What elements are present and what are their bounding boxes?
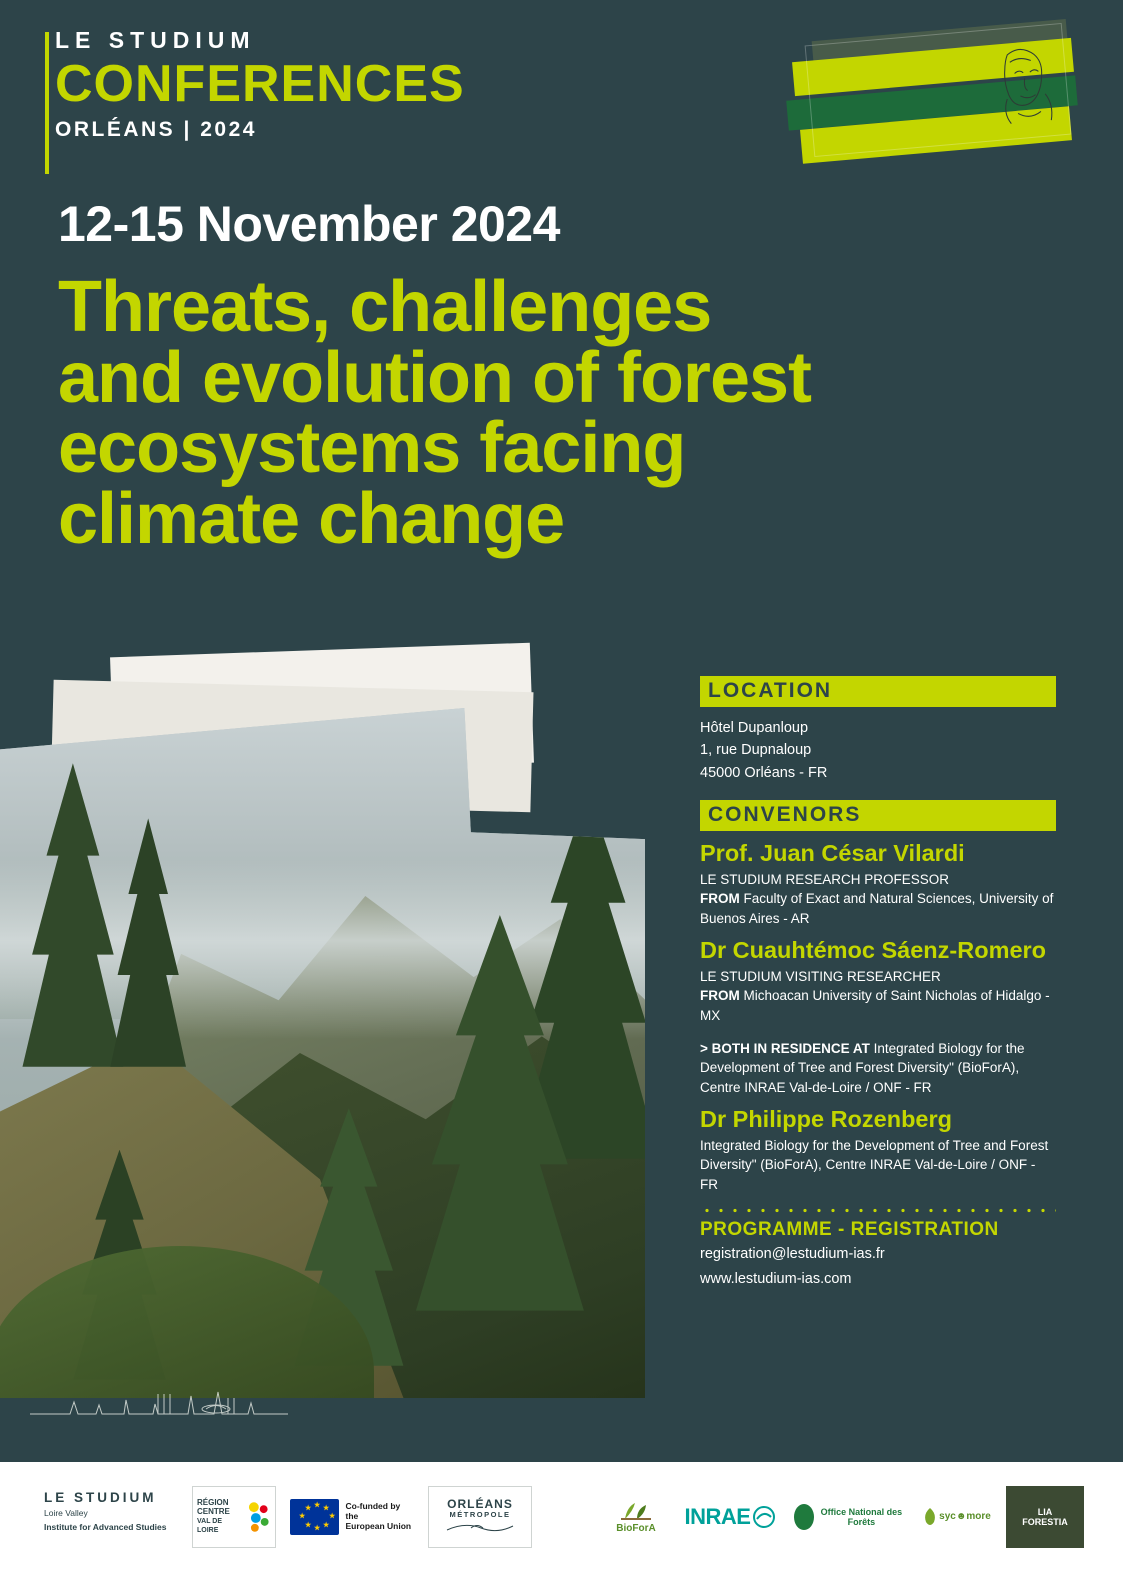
convenors-heading: CONVENORS: [700, 800, 1056, 831]
inrae-mark-icon: [753, 1506, 775, 1528]
inrae-label: INRAE: [684, 1504, 751, 1530]
orleans-skyline-illustration: [28, 1372, 328, 1416]
brand-name: LE STUDIUM: [55, 27, 256, 53]
brand-place-year: ORLÉANS | 2024: [55, 117, 257, 141]
forest-photograph: [0, 708, 645, 1398]
convenor-affiliation: Integrated Biology for the Development of Tree and Forest Diversity" (BioForA), Centre INRAE Val-de-Loire / ONF - FR: [700, 1137, 1049, 1192]
logo-region-centre-val-de-loire: RÉGION CENTRE VAL DE LOIRE: [192, 1486, 276, 1548]
eu-funding-text: Co-funded by the European Union: [345, 1501, 412, 1531]
lia-forestia-label: LIA FORESTIA: [1022, 1506, 1068, 1527]
location-heading: LOCATION: [700, 676, 1056, 707]
region-logo-mark: [247, 1500, 271, 1534]
footer-le-studium: [44, 1490, 166, 1534]
eu-flag-icon: ★ ★ ★ ★ ★ ★ ★ ★: [290, 1499, 339, 1535]
convenor-role: LE STUDIUM RESEARCH PROFESSOR: [700, 871, 950, 887]
details-column: [700, 676, 1056, 1291]
sycomore-leaf-icon: [921, 1506, 939, 1528]
title-line-2: and evolution of forest: [58, 337, 812, 418]
onf-label: Office National des Forêts: [820, 1506, 903, 1527]
header-accent-rule: [45, 32, 49, 174]
footer-logos-bar: [0, 1462, 1123, 1587]
forest-photo-collage: [0, 650, 660, 1410]
convenor-from-label: FROM: [700, 988, 740, 1004]
biofora-leaf-icon: [619, 1499, 653, 1521]
residence-label: > BOTH IN RESIDENCE AT: [700, 1040, 870, 1056]
footer-studium-title: LE STUDIUM: [44, 1490, 157, 1505]
sycomore-label: syc☻more: [939, 1511, 991, 1523]
event-dates: 12-15 November 2024: [58, 196, 560, 252]
convenor-entry: [700, 841, 1056, 928]
footer-studium-sub2: Institute for Advanced Studies: [44, 1522, 167, 1533]
footer-studium-sub1: Loire Valley: [44, 1508, 88, 1518]
residence-text: Integrated Biology for the Development of Tree and Forest Diversity" (BioForA), Centre INRAE Val-de-Loire / ONF - FR: [700, 1040, 1025, 1095]
logo-orleans-metropole: ORLÉANS MÉTROPOLE: [428, 1486, 532, 1548]
title-line-1: Threats, challenges: [58, 267, 712, 347]
logo-sycomore: [912, 1486, 1000, 1548]
website-link[interactable]: www.lestudium-ias.com: [700, 1271, 852, 1288]
logo-biofora: [600, 1486, 672, 1548]
location-street: 1, rue Dupnaloup: [700, 742, 812, 759]
logo-office-national-des-forets: [790, 1486, 908, 1548]
convenor-affiliation-text: Faculty of Exact and Natural Sciences, University of Buenos Aires - AR: [700, 891, 1054, 926]
convenor-entry: [700, 1107, 1056, 1194]
convenor-role: LE STUDIUM VISITING RESEARCHER: [700, 968, 941, 984]
dotted-divider: [700, 1208, 1056, 1213]
biofora-label: BioForA: [616, 1523, 656, 1535]
location-venue: Hôtel Dupanloup: [700, 720, 809, 736]
convenor-name: Prof. Juan César Vilardi: [700, 840, 965, 867]
convenor-affiliation: [700, 986, 1056, 1025]
location-city: 45000 Orléans - FR: [700, 764, 828, 781]
logo-lia-forestia: [1006, 1486, 1084, 1548]
programme-heading: PROGRAMME - REGISTRATION: [700, 1219, 999, 1241]
convenor-entry: [700, 938, 1056, 1025]
convenor-affiliation: [700, 889, 1056, 928]
convenor-affiliation-text: Michoacan University of Saint Nicholas of Hidalgo - MX: [700, 988, 1050, 1023]
convenor-name: Dr Philippe Rozenberg: [700, 1106, 952, 1133]
convenor-from-label: FROM: [700, 891, 740, 907]
orleans-loire-icon: [445, 1520, 515, 1534]
logo-inrae: [676, 1486, 784, 1548]
decorative-artwork: [787, 20, 1087, 170]
convenor-name: Dr Cuauhtémoc Sáenz-Romero: [700, 937, 1047, 964]
title-line-4: climate change: [58, 478, 565, 559]
residence-note: [700, 1039, 1056, 1098]
brand-series: CONFERENCES: [55, 55, 465, 114]
onf-tree-icon: [794, 1504, 814, 1530]
page-title: [58, 267, 1058, 559]
logo-european-union: [286, 1486, 416, 1548]
registration-email[interactable]: registration@lestudium-ias.fr: [700, 1246, 885, 1263]
poster-header: [55, 28, 465, 142]
portrait-sketch-icon: [987, 37, 1064, 129]
title-line-3: ecosystems facing: [58, 408, 686, 489]
